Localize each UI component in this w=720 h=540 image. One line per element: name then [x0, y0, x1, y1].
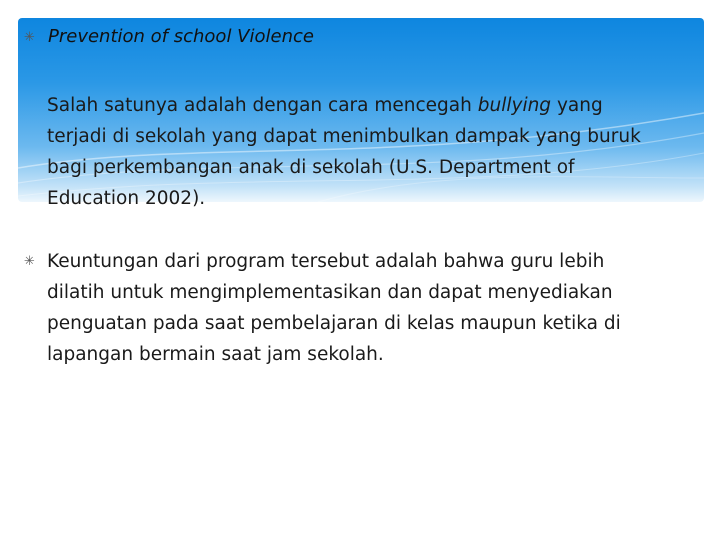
paragraph-1-line-4: Education 2002).	[47, 188, 206, 209]
title-row	[24, 22, 314, 52]
paragraph-1-line-1: Salah satunya adalah dengan cara mencegah bullying yang	[47, 95, 603, 116]
paragraph-2-line-1: Keuntungan dari program tersebut adalah bahwa guru lebih	[47, 251, 605, 272]
paragraph-2-line-4: lapangan bermain saat jam sekolah.	[47, 344, 384, 365]
paragraph-1-line-2: terjadi di sekolah yang dapat menimbulkan dampak yang buruk	[47, 126, 641, 147]
italic-term: bullying	[477, 95, 552, 116]
paragraph-1-line-3: bagi perkembangan anak di sekolah (U.S. Department of	[47, 157, 575, 178]
bullet-item-2	[24, 246, 697, 370]
bullet-star-icon: ✳	[24, 30, 35, 45]
paragraph-1	[47, 90, 697, 214]
bullet-star-icon: ✳	[24, 254, 35, 269]
paragraph-2-line-3: penguatan pada saat pembelajaran di kelas maupun ketika di	[47, 313, 621, 334]
paragraph-2	[47, 246, 697, 370]
paragraph-2-line-2: dilatih untuk mengimplementasikan dan dapat menyediakan	[47, 282, 613, 303]
slide-title: Prevention of school Violence	[48, 26, 314, 47]
